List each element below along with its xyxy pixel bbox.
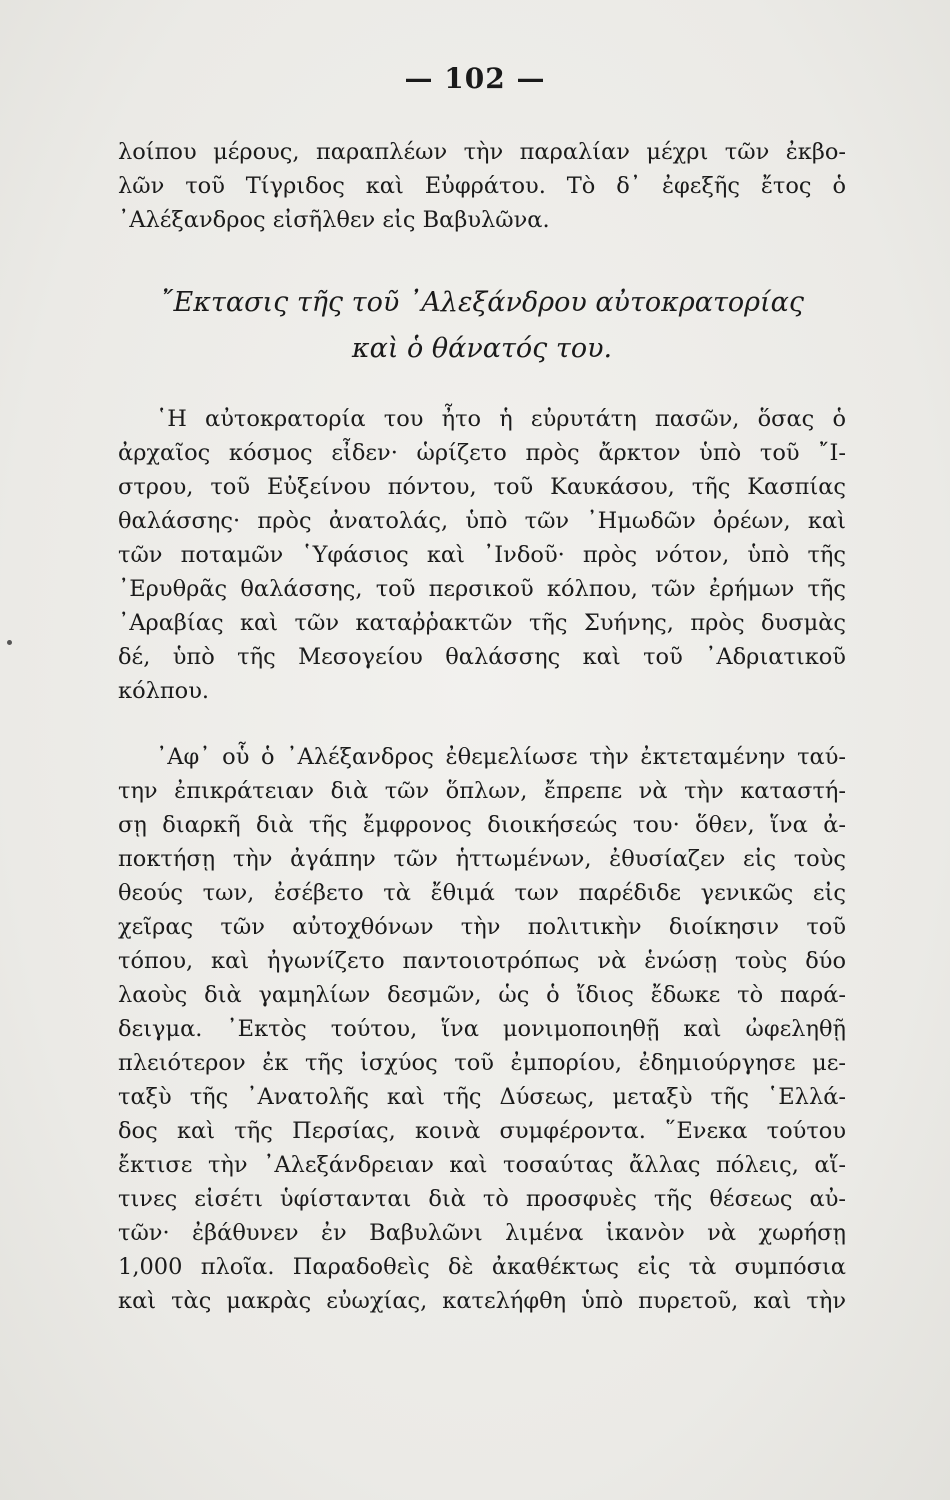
text-line: στρου, τοῦ Εὐξείνου πόντου, τοῦ Καυκάσου, τῆς Κασπίας bbox=[118, 474, 846, 500]
text-line: τινες εἰσέτι ὑφίστανται διὰ τὸ προσφυὲς τῆς θέσεως αὐ- bbox=[118, 1186, 846, 1212]
text-line: τῶν ποταμῶν ῾Υφάσιος καὶ ᾽Ινδοῦ· πρὸς νότον, ὑπὸ τῆς bbox=[118, 542, 846, 568]
text-line: ἀρχαῖος κόσμος εἶδεν· ὡρίζετο πρὸς ἄρκτον ὑπὸ τοῦ ῎Ι- bbox=[118, 440, 846, 466]
text-line: ᾽Αραβίας καὶ τῶν καταῤῥακτῶν τῆς Συήνης, πρὸς δυσμὰς bbox=[118, 610, 846, 636]
text-line: κόλπου. bbox=[118, 678, 210, 704]
section-heading bbox=[118, 280, 846, 372]
text-line: δέ, ὑπὸ τῆς Μεσογείου θαλάσσης καὶ τοῦ ᾽Αδριατικοῦ bbox=[118, 644, 846, 670]
text-line: τῶν· ἐβάθυνεν ἐν Βαβυλῶνι λιμένα ἱκανὸν νὰ χωρήσῃ bbox=[118, 1220, 846, 1246]
text-line: ᾽Αλέξανδρος εἰσῆλθεν εἰς Βαβυλῶνα. bbox=[118, 207, 550, 233]
paragraph-administration bbox=[118, 740, 846, 1318]
text-line: λοίπου μέρους, παραπλέων τὴν παραλίαν μέχρι τῶν ἐκβο- bbox=[118, 139, 846, 165]
margin-ink-dot bbox=[7, 640, 12, 645]
text-line: ᾽Αφ᾽ οὗ ὁ ᾽Αλέξανδρος ἐθεμελίωσε τὴν ἐκτεταμένην ταύ- bbox=[156, 744, 846, 770]
text-line: λαοὺς διὰ γαμηλίων δεσμῶν, ὡς ὁ ἴδιος ἔδωκε τὸ παρά- bbox=[118, 982, 846, 1008]
heading-line-1: ῎Εκτασις τῆς τοῦ ᾽Αλεξάνδρου αὐτοκρατορίας bbox=[160, 287, 804, 318]
paragraph-empire-extent bbox=[118, 402, 846, 708]
page-number: — 102 — bbox=[404, 62, 546, 95]
text-line: σῃ διαρκῆ διὰ τῆς ἔμφρονος διοικήσεώς του· ὅθεν, ἵνα ἀ- bbox=[118, 812, 846, 838]
text-line: λῶν τοῦ Τίγριδος καὶ Εὐφράτου. Τὸ δ᾽ ἐφεξῆς ἔτος ὁ bbox=[118, 173, 846, 199]
text-line: δειγμα. ᾽Εκτὸς τούτου, ἵνα μονιμοποιηθῇ καὶ ὠφεληθῇ bbox=[118, 1016, 846, 1042]
intro-paragraph bbox=[118, 135, 846, 237]
heading-line-2: καὶ ὁ θάνατός του. bbox=[351, 333, 613, 364]
text-line: ταξὺ τῆς ᾽Ανατολῆς καὶ τῆς Δύσεως, μεταξὺ τῆς ῾Ελλά- bbox=[118, 1084, 846, 1110]
text-line: θεούς των, ἐσέβετο τὰ ἔθιμά των παρέδιδε γενικῶς εἰς bbox=[118, 880, 846, 906]
text-line: την ἐπικράτειαν διὰ τῶν ὅπλων, ἔπρεπε νὰ τὴν καταστή- bbox=[118, 778, 846, 804]
text-line: δος καὶ τῆς Περσίας, κοινὰ συμφέροντα. ῞Ενεκα τούτου bbox=[118, 1118, 846, 1144]
text-line: ποκτήσῃ τὴν ἀγάπην τῶν ἡττωμένων, ἐθυσίαζεν εἰς τοὺς bbox=[118, 846, 846, 872]
text-line: ᾽Ερυθρᾶς θαλάσσης, τοῦ περσικοῦ κόλπου, τῶν ἐρήμων τῆς bbox=[118, 576, 846, 602]
text-line: θαλάσσης· πρὸς ἀνατολάς, ὑπὸ τῶν ᾽Ημωδῶν ὀρέων, καὶ bbox=[118, 508, 846, 534]
text-line: καὶ τὰς μακρὰς εὐωχίας, κατελήφθη ὑπὸ πυρετοῦ, καὶ τὴν bbox=[118, 1288, 846, 1314]
text-line: τόπου, καὶ ἠγωνίζετο παντοιοτρόπως νὰ ἑνώσῃ τοὺς δύο bbox=[118, 948, 846, 974]
text-line: ἔκτισε τὴν ᾽Αλεξάνδρειαν καὶ τοσαύτας ἄλλας πόλεις, αἵ- bbox=[118, 1152, 846, 1178]
text-line: ῾Η αὐτοκρατορία του ἦτο ἡ εὐρυτάτη πασῶν, ὅσας ὁ bbox=[156, 406, 846, 432]
text-line: πλειότερον ἐκ τῆς ἰσχύος τοῦ ἐμπορίου, ἐδημιούργησε με- bbox=[118, 1050, 846, 1076]
text-line: 1,000 πλοῖα. Παραδοθεὶς δὲ ἀκαθέκτως εἰς τὰ συμπόσια bbox=[118, 1254, 846, 1280]
text-line: χεῖρας τῶν αὐτοχθόνων τὴν πολιτικὴν διοίκησιν τοῦ bbox=[118, 914, 846, 940]
